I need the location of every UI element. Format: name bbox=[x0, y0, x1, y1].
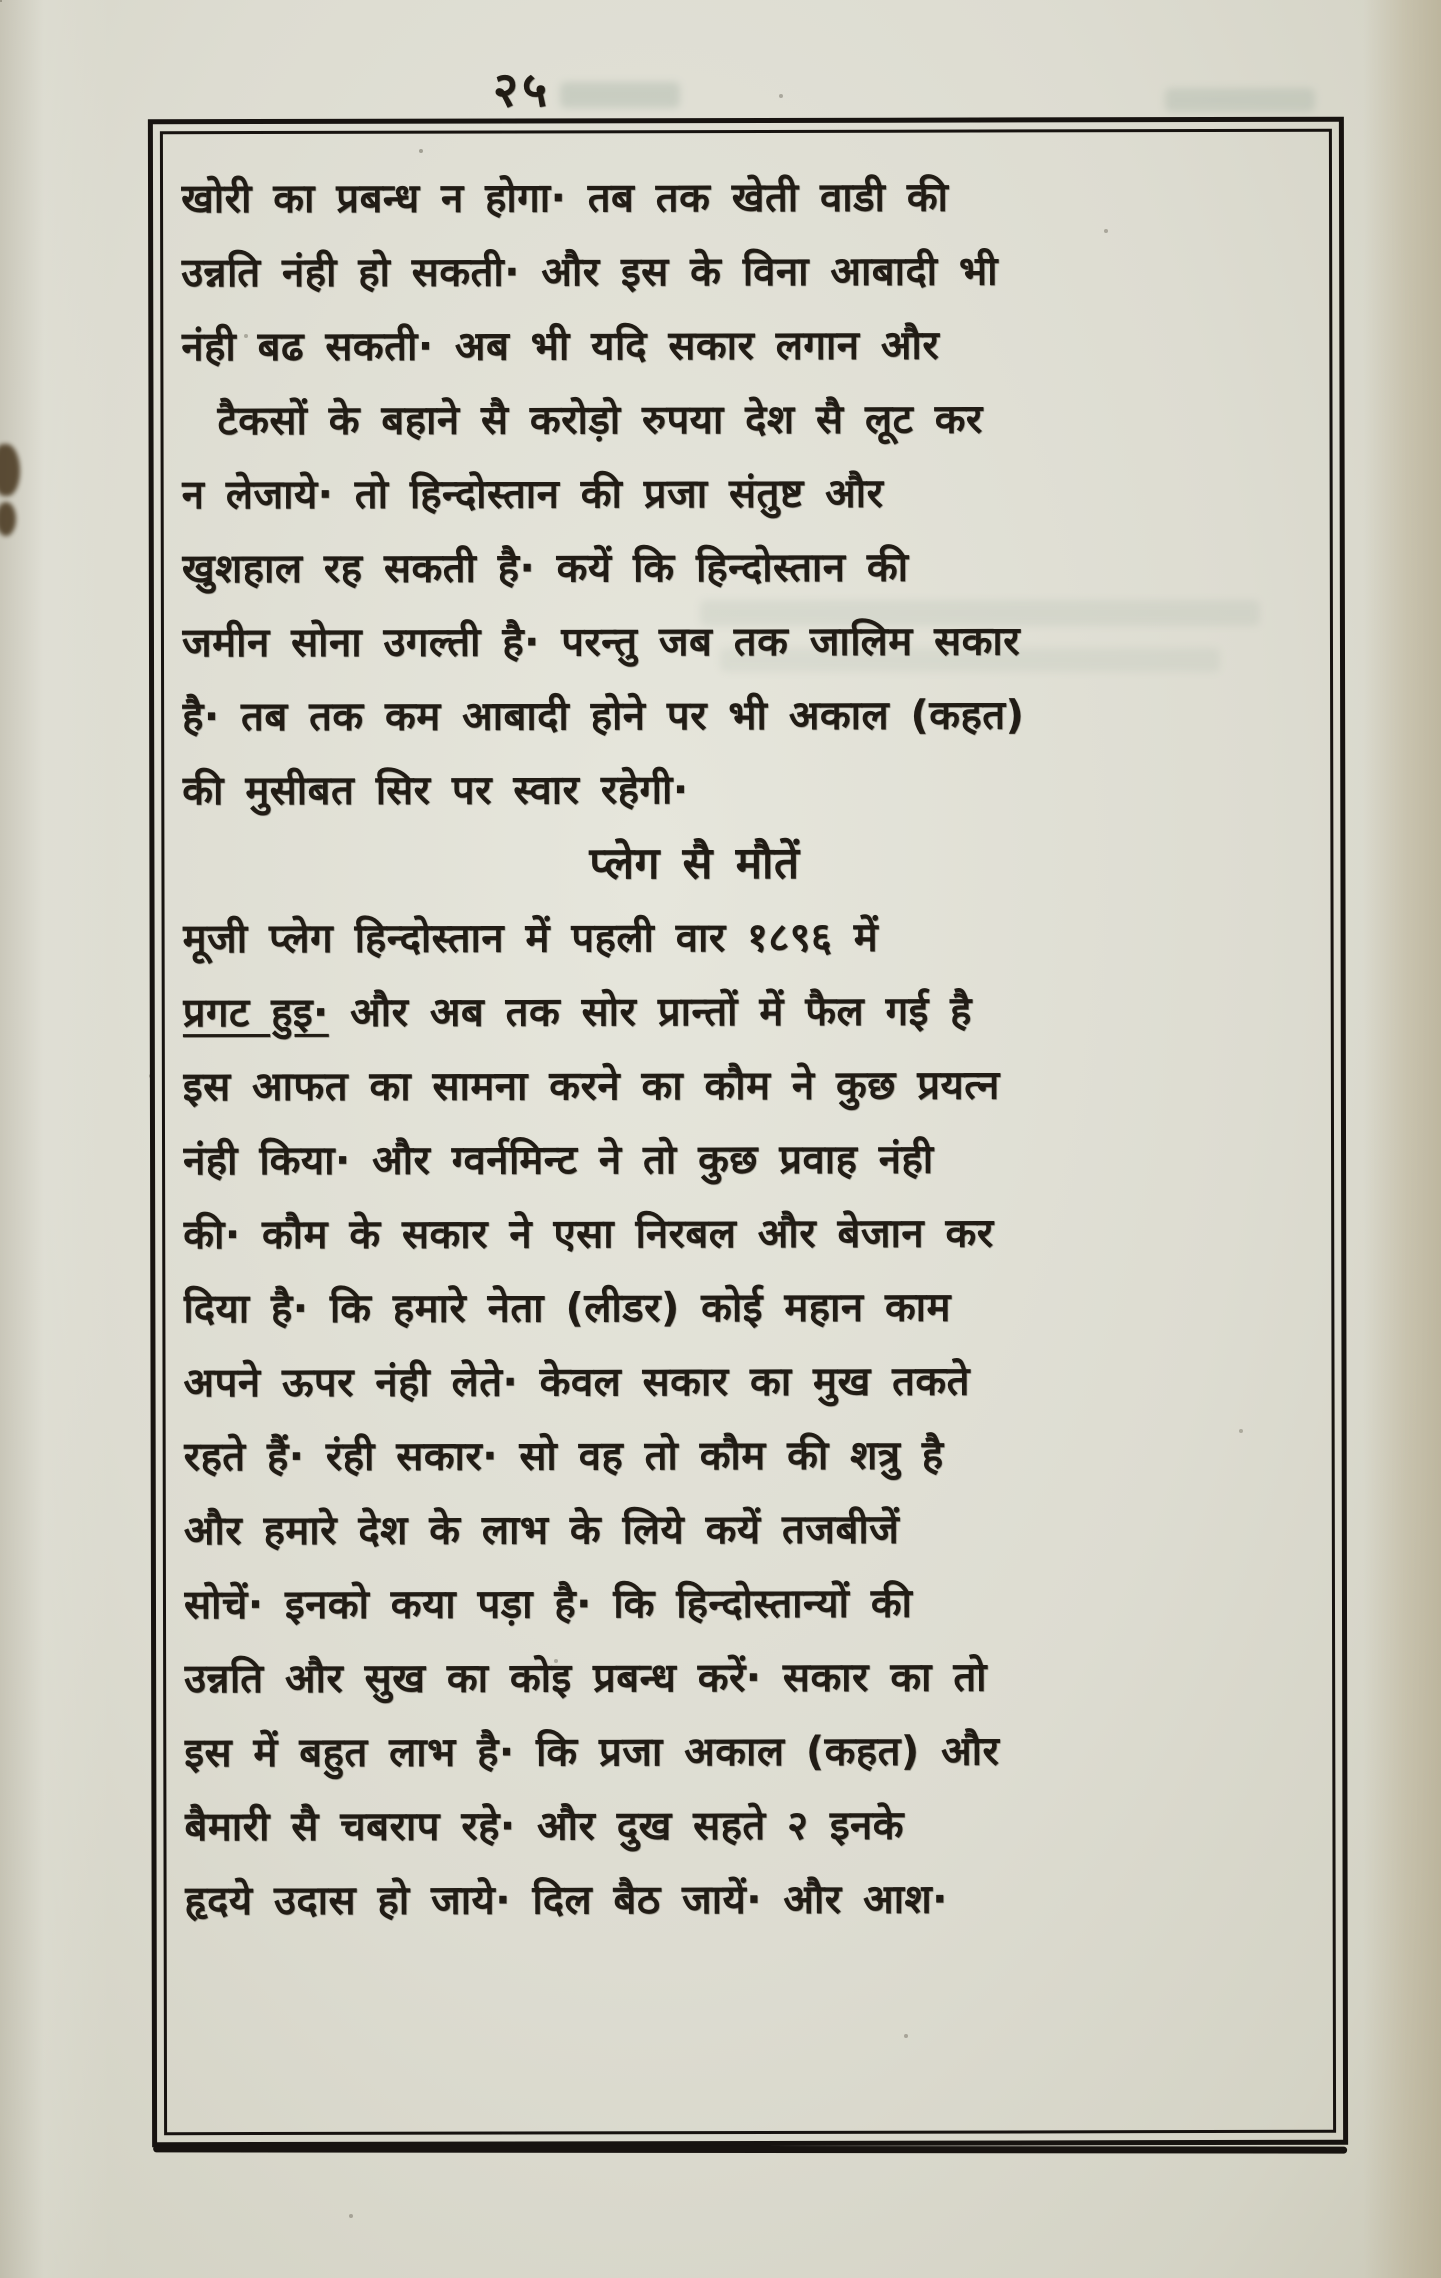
text-line: नंही बढ सकती· अब भी यदि सकार लगान और bbox=[181, 322, 940, 371]
text-line: इस में बहुत लाभ है· कि प्रजा अकाल (कहत) और bbox=[184, 1728, 1000, 1777]
page-left-edge-shading bbox=[0, 0, 110, 2278]
text-line: जमीन सोना उगल्ती है· परन्तु जब तक जालिम सकार bbox=[181, 618, 1021, 667]
text-line: दिया है· कि हमारे नेता (लीडर) कोई महान काम bbox=[183, 1284, 951, 1333]
text-line: की मुसीबत सिर पर स्वार रहेगी· bbox=[182, 767, 689, 815]
text-line: मूजी प्लेग हिन्दोस्तान में पहली वार १८९६ में bbox=[182, 914, 879, 963]
text-line: है· तब तक कम आबादी होने पर भी अकाल (कहत) bbox=[182, 692, 1025, 741]
text-line: उन्नति नंही हो सकती· और इस के विना आबादी भी bbox=[181, 248, 998, 297]
page-right-edge-shading bbox=[1363, 0, 1441, 2278]
text-line: उन्नति और सुख का कोइ प्रबन्ध करें· सकार का तो bbox=[184, 1654, 988, 1703]
text-segment: और अब तक सोर प्रान्तों में फैल गई है bbox=[328, 988, 972, 1036]
page-border-frame bbox=[148, 117, 1348, 2148]
paper-specks bbox=[0, 0, 2, 2]
text-line: अपने ऊपर नंही लेते· केवल सकार का मुख तकते bbox=[183, 1358, 970, 1407]
text-line bbox=[183, 974, 1327, 1050]
text-line: हृदये उदास हो जाये· दिल बैठ जायें· और आश· bbox=[184, 1876, 948, 1925]
text-line: नंही किया· और ग्वर्नमिन्ट ने तो कुछ प्रवाह नंही bbox=[183, 1136, 934, 1185]
text-line: और हमारे देश के लाभ के लिये कयें तजबीजें bbox=[183, 1506, 900, 1555]
section-heading: प्लेग सै मौतें bbox=[589, 837, 800, 890]
text-line: खुशहाल रह सकती है· कयें कि हिन्दोस्तान की bbox=[181, 544, 909, 593]
text-line: टैकसों के बहाने सै करोड़ो रुपया देश सै लूट कर bbox=[217, 396, 983, 445]
text-line: सोचें· इनको कया पड़ा है· कि हिन्दोस्तान्यों की bbox=[183, 1580, 913, 1629]
text-line: बैमारी सै चबराप रहे· और दुख सहते २ इनके bbox=[184, 1802, 904, 1851]
text-line: न लेजाये· तो हिन्दोस्तान की प्रजा संतुष्ट और bbox=[181, 470, 884, 519]
text-line: इस आफत का सामना करने का कौम ने कुछ प्रयत्न bbox=[182, 1062, 1000, 1111]
text-line: रहते हैं· रंही सकार· सो वह तो कौम की शत्रु है bbox=[183, 1432, 944, 1481]
manuscript-text bbox=[181, 160, 1329, 1938]
underlined-phrase: प्रगट हुइ· bbox=[182, 989, 329, 1037]
bleed-through-mark bbox=[1165, 88, 1315, 112]
text-line: खोरी का प्रबन्ध न होगा· तब तक खेती वाडी की bbox=[180, 174, 949, 223]
page-number: २५ bbox=[493, 62, 551, 118]
text-line: की· कौम के सकार ने एसा निरबल और बेजान कर bbox=[183, 1210, 994, 1259]
